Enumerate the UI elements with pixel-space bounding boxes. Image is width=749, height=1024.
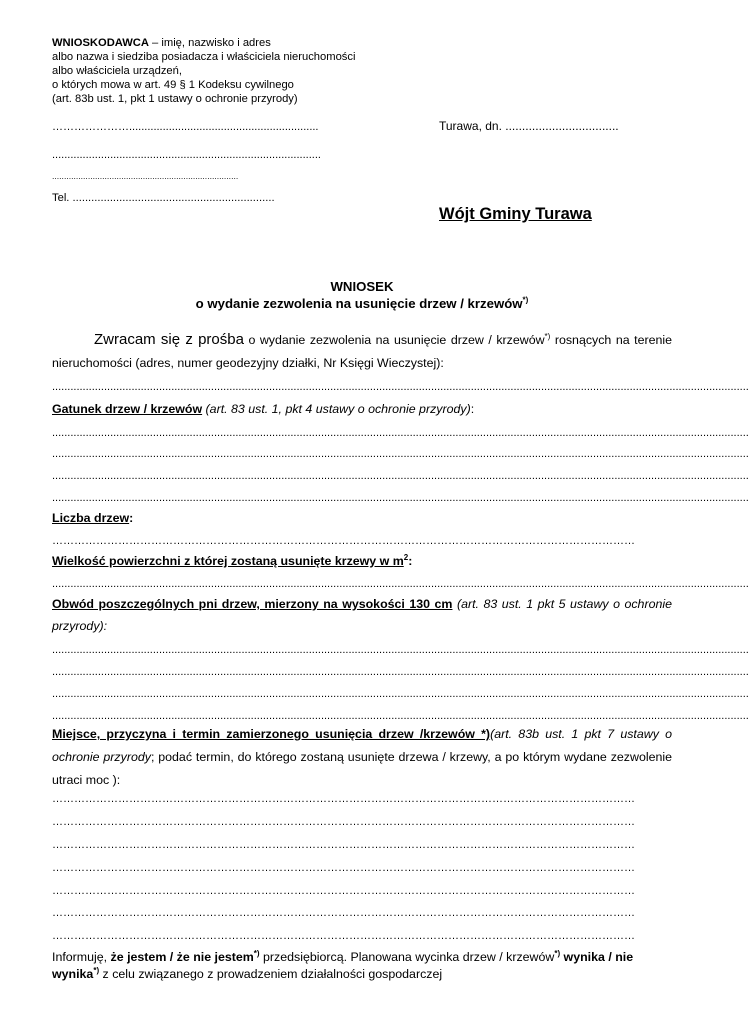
applicant-line-2: albo właściciela urządzeń, bbox=[52, 65, 182, 77]
applicant-line-1: albo nazwa i siedziba posiadacza i właściciela nieruchomości bbox=[52, 51, 356, 63]
intro-paragraph: Zwracam się z prośba o wydanie zezwolenia na usunięcie drzew / krzewów*) rosnących na terenie nieruchomości (adres, numer geodezyjny działki, Nr Księgi Wieczystej): bbox=[52, 331, 673, 370]
species-fill-line-2[interactable]: .................................................................................................................................................................................................................................... bbox=[52, 448, 749, 460]
tree-count-fill-line[interactable]: …………………………………………………………………………………………………………………………………………… bbox=[52, 535, 635, 547]
property-fill-line[interactable]: .................................................................................................................................................................................................................................... bbox=[52, 381, 749, 393]
area-fill-line[interactable]: .................................................................................................................................................................................................................................... bbox=[52, 578, 749, 590]
recipient-heading: Wójt Gminy Turawa bbox=[439, 205, 592, 223]
applicant-label: WNIOSKODAWCA – imię, nazwisko i adres bbox=[52, 37, 271, 49]
species-fill-line-4[interactable]: .................................................................................................................................................................................................................................... bbox=[52, 492, 749, 504]
applicant-line-4: (art. 83b ust. 1, pkt 1 ustawy o ochronie przyrody) bbox=[52, 93, 298, 105]
applicant-address-field-2[interactable]: ........................................................................................ bbox=[52, 149, 321, 161]
place-date-field[interactable]: Turawa, dn. .................................. bbox=[439, 119, 619, 133]
tree-count-label: Liczba drzew: bbox=[52, 511, 134, 525]
area-label: Wielkość powierzchni z której zostaną usunięte krzewy w $m^2$: bbox=[52, 552, 413, 568]
circumference-fill-line-3[interactable]: .................................................................................................................................................................................................................................... bbox=[52, 688, 749, 700]
species-fill-line-1[interactable]: .................................................................................................................................................................................................................................... bbox=[52, 427, 749, 439]
species-label: Gatunek drzew / krzewów (art. 83 ust. 1, pkt 4 ustawy o ochronie przyrody): bbox=[52, 402, 475, 416]
business-status-choice[interactable]: że jestem / że nie jestem bbox=[110, 950, 254, 964]
location-reason-label: Miejsce, przyczyna i termin zamierzonego usunięcia drzew /krzewów *)(art. 83b ust. 1 pkt 7 ustawy o ochronie przyrody; podać termin, do którego zostaną usunięte drzewa / krzewy, a po którym wydane zezwolenie utraci moc ): bbox=[52, 727, 673, 787]
location-fill-line-5[interactable]: …………………………………………………………………………………………………………………………………………… bbox=[52, 885, 635, 897]
applicant-address-field-3[interactable]: .............................................................................. bbox=[52, 171, 239, 181]
location-fill-line-7[interactable]: …………………………………………………………………………………………………………………………………………… bbox=[52, 930, 635, 942]
telephone-field[interactable]: Tel. ................................................................. bbox=[52, 192, 275, 204]
document-subtitle: o wydanie zezwolenia na usunięcie drzew / krzewów*) bbox=[195, 295, 529, 311]
applicant-header bbox=[52, 36, 355, 106]
location-fill-line-2[interactable]: …………………………………………………………………………………………………………………………………………… bbox=[52, 816, 635, 828]
location-fill-line-4[interactable]: …………………………………………………………………………………………………………………………………………… bbox=[52, 862, 635, 874]
business-purpose-choice[interactable]: wynika / nie wynika bbox=[52, 950, 634, 981]
location-fill-line-3[interactable]: …………………………………………………………………………………………………………………………………………… bbox=[52, 839, 635, 851]
circumference-fill-line-4[interactable]: .................................................................................................................................................................................................................................... bbox=[52, 710, 749, 722]
applicant-address-field-1[interactable]: ………………….............................................................. bbox=[52, 121, 319, 133]
circumference-label: Obwód poszczególnych pni drzew, mierzony na wysokości 130 cm (art. 83 ust. 1 pkt 5 ustawy o ochronie przyrody): bbox=[52, 597, 673, 633]
circumference-fill-line-2[interactable]: .................................................................................................................................................................................................................................... bbox=[52, 666, 749, 678]
location-fill-line-1[interactable]: …………………………………………………………………………………………………………………………………………… bbox=[52, 793, 635, 805]
applicant-line-3: o których mowa w art. 49 § 1 Kodeksu cywilnego bbox=[52, 79, 294, 91]
species-fill-line-3[interactable]: .................................................................................................................................................................................................................................... bbox=[52, 470, 749, 482]
circumference-fill-line-1[interactable]: .................................................................................................................................................................................................................................... bbox=[52, 644, 749, 656]
location-fill-line-6[interactable]: …………………………………………………………………………………………………………………………………………… bbox=[52, 907, 635, 919]
document-title: WNIOSEK bbox=[330, 279, 394, 294]
business-declaration: Informuję, że jestem / że nie jestem*) przedsiębiorcą. Planowana wycinka drzew / krzewów*) wynika / nie wynika*) z celu związanego z prowadzeniem działalności gospodarczej bbox=[52, 948, 634, 981]
